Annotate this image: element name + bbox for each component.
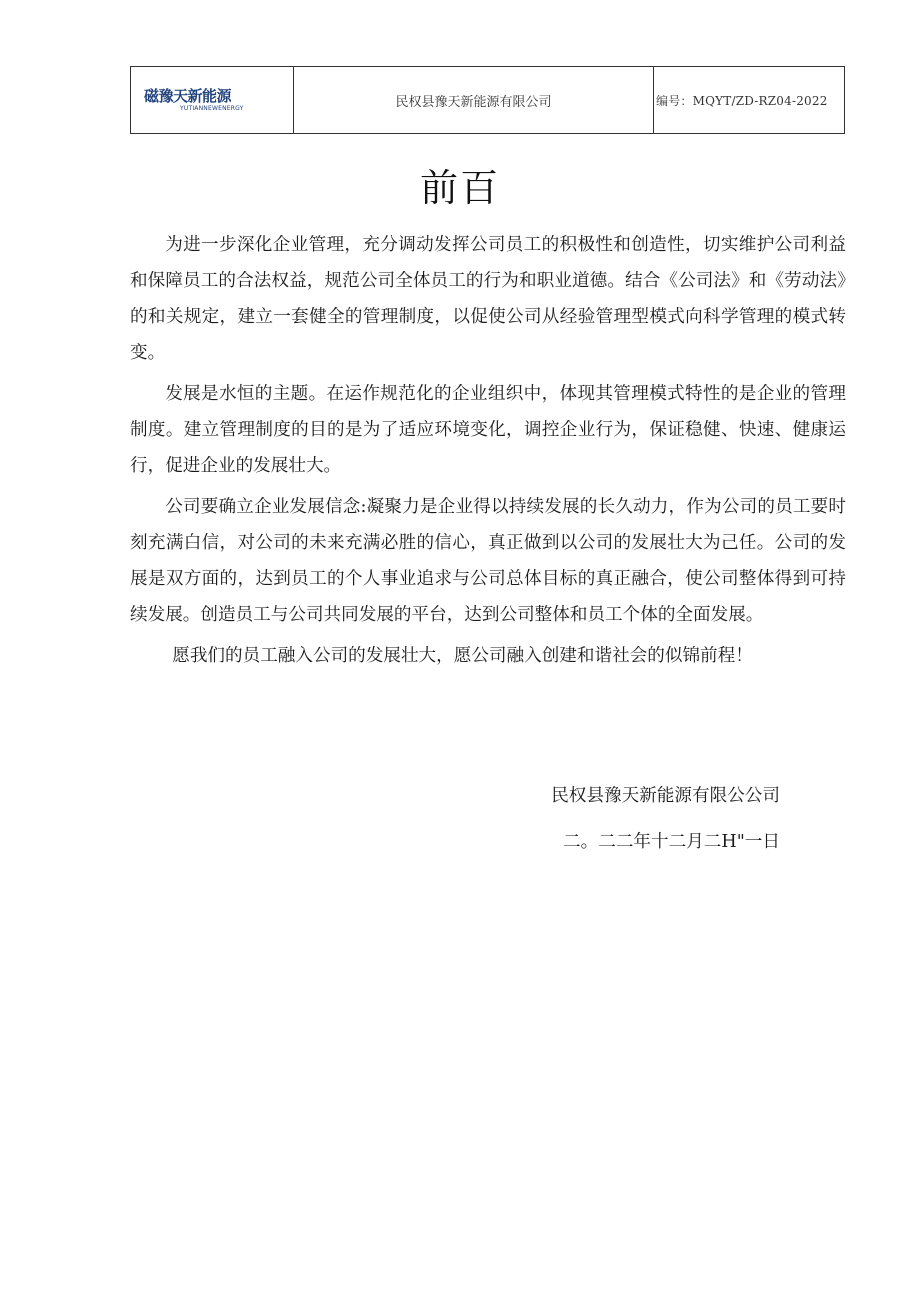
paragraph-3: 公司要确立企业发展信念:凝聚力是企业得以持续发展的长久动力，作为公司的员工要时刻充满白信，对公司的未来充满必胜的信心，真正做到以公司的发展壮大为己任。公司的发展是双方面的，达到员工的个人事业追求与公司总体目标的真正融合，使公司整体得到可持续发展。创造员工与公司共同发展的平台，达到公司整体和员工个体的全面发展。 (130, 497, 846, 625)
document-header-table (130, 66, 845, 134)
signature-date: 二。二二年十二月二H"一日 (563, 832, 780, 852)
logo-text: 磁豫天新能源 (144, 87, 232, 105)
page-title: 前百 (419, 166, 500, 210)
company-logo (131, 67, 294, 133)
signature-company: 民权县豫天新能源有限公公司 (551, 786, 780, 806)
logo-subtext: YUTIANNEWENERGY (180, 105, 244, 112)
closing-wish: 愿我们的员工融入公司的发展壮大，愿公司融入创建和谐社会的似锦前程！ (172, 646, 753, 666)
paragraph-1: 为进一步深化企业管理，充分调动发挥公司员工的积极性和创造性，切实维护公司利益和保障员工的合法权益，规范公司全体员工的行为和职业道德。结合《公司法》和《劳动法》的和关规定，建立一套健全的管理制度，以促使公司从经验管理型模式向科学管理的模式转变。 (130, 235, 846, 363)
document-code: 编号：MQYT/ZD-RZ04-2022 (656, 93, 828, 108)
header-company-name: 民权县豫天新能源有限公司 (294, 67, 654, 133)
preface-body (130, 227, 846, 679)
paragraph-2: 发展是水恒的主题。在运作规范化的企业组织中，体现其管理模式特性的是企业的管理制度。建立管理制度的目的是为了适应环境变化，调控企业行为，保证稳健、快速、健康运行，促进企业的发展壮大。 (130, 384, 846, 476)
